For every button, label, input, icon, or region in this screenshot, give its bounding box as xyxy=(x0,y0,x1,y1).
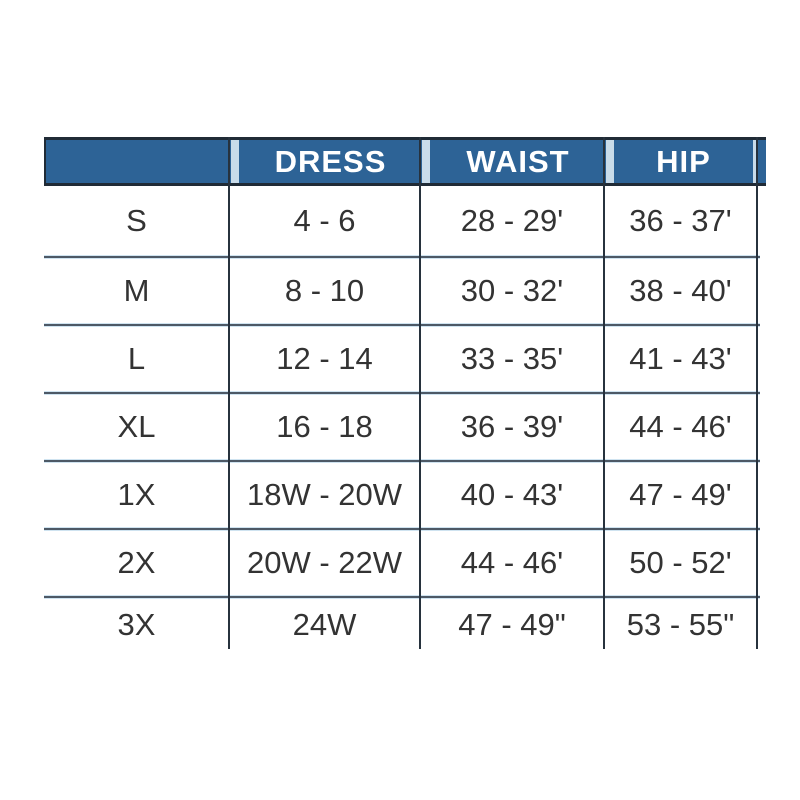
hip-value-cell: 44 - 46' xyxy=(629,409,732,444)
column-separator-line xyxy=(228,137,230,649)
table-row-2x xyxy=(44,530,757,596)
size-chart-table xyxy=(44,137,757,652)
dress-value-cell: 8 - 10 xyxy=(284,273,365,308)
hip-value-cell: 41 - 43' xyxy=(629,341,732,376)
waist-value-cell: 28 - 29' xyxy=(460,203,564,238)
waist-value-cell: 44 - 46' xyxy=(460,545,564,580)
table-right-border-line xyxy=(756,137,758,649)
table-row-xl xyxy=(44,394,757,460)
header-cell-size-blank xyxy=(46,140,231,183)
dress-value-cell: 20W - 22W xyxy=(246,545,403,580)
waist-value-cell: 47 - 49" xyxy=(458,607,566,642)
table-row-m xyxy=(44,258,757,324)
dress-value-cell: 24W xyxy=(292,607,357,642)
waist-value-cell: 36 - 39' xyxy=(460,409,564,444)
hip-value-cell: 36 - 37' xyxy=(629,203,732,238)
size-label-cell: L xyxy=(127,341,146,376)
waist-value-cell: 30 - 32' xyxy=(460,273,564,308)
size-label-cell: 2X xyxy=(117,545,156,580)
hip-value-cell: 50 - 52' xyxy=(629,545,732,580)
waist-value-cell: 33 - 35' xyxy=(460,341,564,376)
size-label-cell: 3X xyxy=(117,607,156,642)
size-label-cell: S xyxy=(126,203,147,238)
table-row-3x xyxy=(44,598,757,652)
header-cell-waist: WAIST xyxy=(430,140,606,183)
column-separator-line xyxy=(603,137,605,649)
header-cell-hip: HIP xyxy=(614,140,753,183)
hip-value-cell: 53 - 55" xyxy=(626,607,735,642)
table-row-1x xyxy=(44,462,757,528)
table-header-row xyxy=(44,137,757,186)
header-cell-dress: DRESS xyxy=(239,140,422,183)
hip-value-cell: 38 - 40' xyxy=(629,273,732,308)
table-row-l xyxy=(44,326,757,392)
hip-value-cell: 47 - 49' xyxy=(629,477,732,512)
cropped-header-cell-sliver xyxy=(757,137,766,186)
dress-value-cell: 18W - 20W xyxy=(246,477,403,512)
dress-value-cell: 16 - 18 xyxy=(276,409,373,444)
dress-value-cell: 4 - 6 xyxy=(293,203,356,238)
dress-value-cell: 12 - 14 xyxy=(276,341,373,376)
table-row-s xyxy=(44,186,757,256)
waist-value-cell: 40 - 43' xyxy=(460,477,564,512)
size-label-cell: XL xyxy=(117,409,156,444)
size-label-cell: 1X xyxy=(117,477,156,512)
column-separator-line xyxy=(419,137,421,649)
size-label-cell: M xyxy=(123,273,150,308)
